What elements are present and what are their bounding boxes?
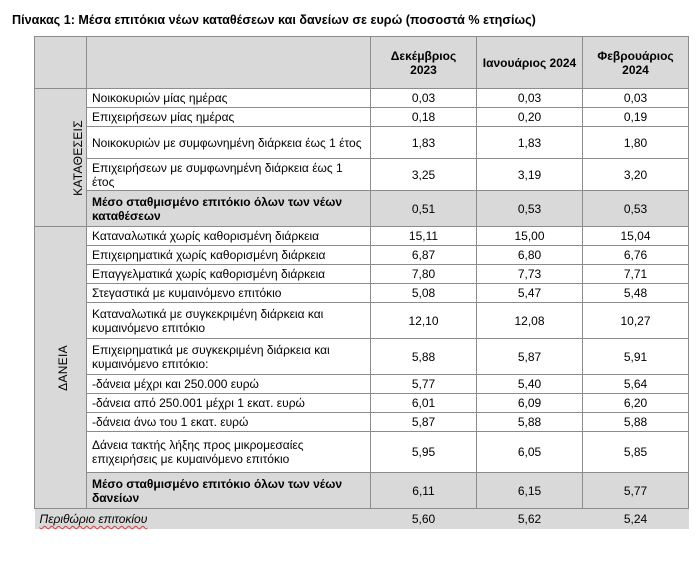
value-cell: 15,11 [371,227,477,246]
deposit-row [35,89,689,108]
value-cell: 5,88 [583,413,689,432]
value-cell: 0,51 [371,191,477,227]
value-cell: 5,40 [477,375,583,394]
column-header-dec-2023: Δεκέμβριος 2023 [371,37,477,89]
deposits-total-row [35,191,689,227]
value-cell: 0,19 [583,108,689,127]
row-label: Νοικοκυριών με συμφωνημένη διάρκεια έως 1 έτος [87,127,371,159]
loan-subrow [35,375,689,394]
row-label: Επαγγελματικά χωρίς καθορισμένη διάρκεια [87,265,371,284]
value-cell: 5,87 [371,413,477,432]
value-cell: 5,88 [477,413,583,432]
loan-row [35,339,689,375]
value-cell: 15,00 [477,227,583,246]
value-cell: 3,25 [371,159,477,191]
value-cell: 6,76 [583,246,689,265]
header-corner [35,37,87,89]
value-cell: 0,03 [371,89,477,108]
loan-row [35,432,689,473]
loan-row [35,246,689,265]
value-cell: 6,01 [371,394,477,413]
value-cell: 5,64 [583,375,689,394]
row-label: Καταναλωτικά με συγκεκριμένη διάρκεια και κυμαινόμενο επιτόκιο [87,303,371,339]
interest-rates-table [34,36,689,529]
value-cell: 5,47 [477,284,583,303]
row-label: -δάνεια μέχρι και 250.000 ευρώ [87,375,371,394]
value-cell: 0,53 [583,191,689,227]
value-cell: 6,20 [583,394,689,413]
column-header-feb-2024: Φεβρουάριος 2024 [583,37,689,89]
value-cell: 5,60 [371,509,477,530]
interest-margin-label [35,509,371,530]
value-cell: 5,48 [583,284,689,303]
deposits-vertical-label: ΚΑΤΑΘΕΣΕΙΣ [70,119,85,196]
value-cell: 3,19 [477,159,583,191]
row-label: Καταναλωτικά χωρίς καθορισμένη διάρκεια [87,227,371,246]
loan-row [35,303,689,339]
value-cell: 6,15 [477,473,583,509]
value-cell: 5,88 [371,339,477,375]
value-cell: 6,09 [477,394,583,413]
row-label: Επιχειρήσεων μίας ημέρας [87,108,371,127]
value-cell: 1,80 [583,127,689,159]
value-cell: 7,71 [583,265,689,284]
value-cell: 5,87 [477,339,583,375]
row-label: Επιχειρηματικά χωρίς καθορισμένη διάρκεια [87,246,371,265]
row-label: Στεγαστικά με κυμαινόμενο επιτόκιο [87,284,371,303]
loans-vertical-label: ΔΑΝΕΙΑ [55,344,70,391]
value-cell: 7,80 [371,265,477,284]
value-cell: 5,95 [371,432,477,473]
value-cell: 10,27 [583,303,689,339]
value-cell: 3,20 [583,159,689,191]
value-cell: 6,80 [477,246,583,265]
deposits-group-label [35,89,87,227]
value-cell: 15,04 [583,227,689,246]
value-cell: 1,83 [371,127,477,159]
loan-subrow [35,394,689,413]
loans-total-label: Μέσο σταθμισμένο επιτόκιο όλων των νέων δανείων [87,473,371,509]
loan-row [35,265,689,284]
deposits-total-label: Μέσο σταθμισμένο επιτόκιο όλων των νέων καταθέσεων [87,191,371,227]
deposit-row [35,108,689,127]
value-cell: 5,77 [583,473,689,509]
loan-row [35,284,689,303]
row-label: Επιχειρήσεων με συμφωνημένη διάρκεια έως 1 έτος [87,159,371,191]
deposit-row [35,127,689,159]
value-cell: 5,08 [371,284,477,303]
value-cell: 5,77 [371,375,477,394]
table-title: Πίνακας 1: Μέσα επιτόκια νέων καταθέσεων και δανείων σε ευρώ (ποσοστά % ετησίως) [12,13,536,27]
value-cell: 7,73 [477,265,583,284]
value-cell: 0,53 [477,191,583,227]
row-label: -δάνεια άνω του 1 εκατ. ευρώ [87,413,371,432]
column-header-jan-2024: Ιανουάριος 2024 [477,37,583,89]
value-cell: 6,05 [477,432,583,473]
value-cell: 5,91 [583,339,689,375]
value-cell: 12,10 [371,303,477,339]
row-label: Νοικοκυριών μίας ημέρας [87,89,371,108]
loan-subrow [35,413,689,432]
loan-row [35,227,689,246]
value-cell: 0,03 [477,89,583,108]
interest-margin-row [35,509,689,530]
row-label: Δάνεια τακτής λήξης προς μικρομεσαίες επιχειρήσεις με κυμαινόμενο επιτόκιο [87,432,371,473]
value-cell: 5,24 [583,509,689,530]
loans-group-label [35,227,87,509]
value-cell: 0,18 [371,108,477,127]
row-label: -δάνεια από 250.001 μέχρι 1 εκατ. ευρώ [87,394,371,413]
value-cell: 5,62 [477,509,583,530]
value-cell: 1,83 [477,127,583,159]
header-label-cell [87,37,371,89]
value-cell: 5,85 [583,432,689,473]
interest-margin-text: Περιθώριο επιτοκίου [39,512,148,526]
value-cell: 0,20 [477,108,583,127]
deposit-row [35,159,689,191]
value-cell: 6,87 [371,246,477,265]
header-row [35,37,689,89]
row-label: Επιχειρηματικά με συγκεκριμένη διάρκεια και κυμαινόμενο επιτόκιο: [87,339,371,375]
value-cell: 6,11 [371,473,477,509]
value-cell: 12,08 [477,303,583,339]
loans-total-row [35,473,689,509]
value-cell: 0,03 [583,89,689,108]
